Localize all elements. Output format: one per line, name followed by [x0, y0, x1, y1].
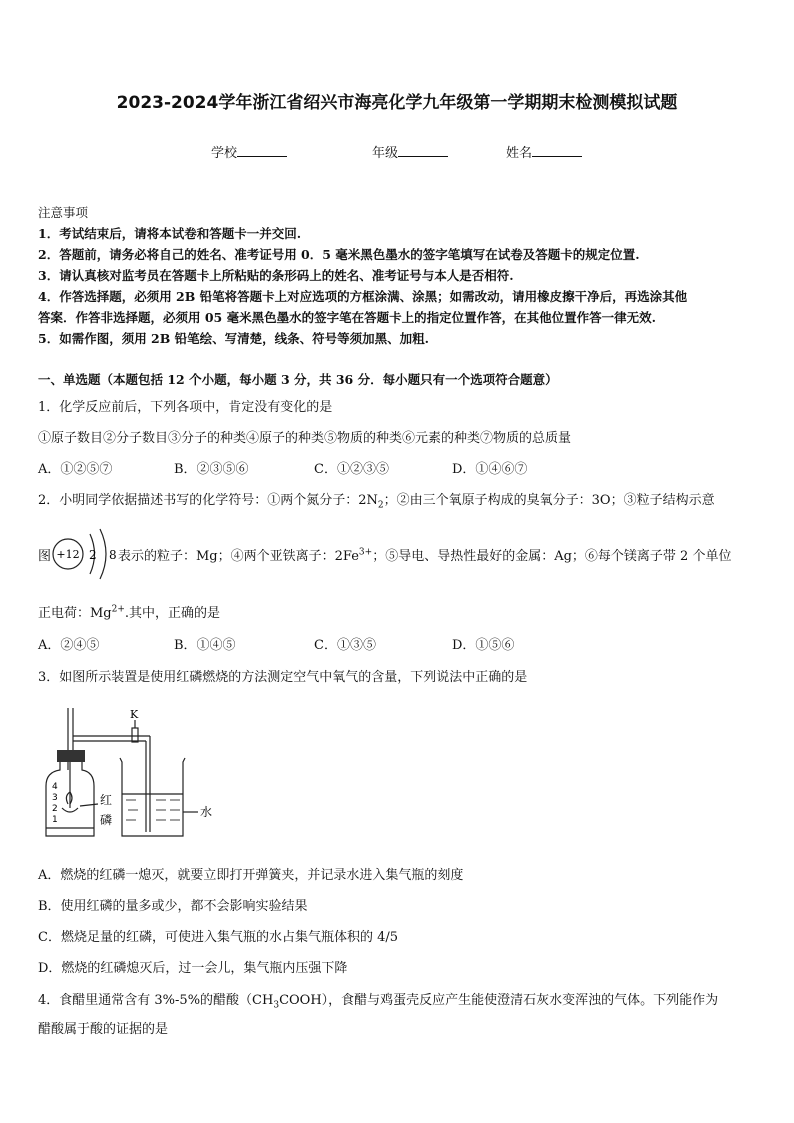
school-label: 学校 — [211, 146, 238, 161]
grade-field — [372, 142, 448, 161]
q2-line-2-prefix: 图 — [38, 549, 52, 564]
name-field — [506, 142, 582, 161]
nucleus-charge: +12 — [56, 548, 80, 561]
phosphorus-pointer — [80, 804, 98, 806]
phosphorus-label-2: 磷 — [100, 813, 113, 827]
q2-line-1-rest: ；②由三个氧原子构成的臭氧分子：3O；③粒子结构示意 — [383, 493, 715, 508]
q1-option-b: B．②③⑤⑥ — [174, 462, 249, 477]
notice-heading: 注意事项 — [38, 205, 89, 220]
q2-line-3-b: .其中，正确的是 — [124, 606, 221, 621]
notice-item-1: 1．考试结束后，请将本试卷和答题卡一并交回. — [38, 226, 302, 241]
water-label: 水 — [200, 805, 213, 819]
q2-option-b: B．①④⑤ — [174, 638, 236, 653]
q4-line-1-b: COOH），食醋与鸡蛋壳反应产生能使澄清石灰水变浑浊的气体。下列能作为 — [279, 993, 719, 1008]
q3-option-c: C．燃烧足量的红磷，可使进入集气瓶的水占集气瓶体积的 4/5 — [38, 930, 399, 945]
q2-line-3 — [38, 602, 220, 621]
grade-label: 年级 — [372, 146, 399, 161]
scale-2: 2 — [52, 804, 58, 814]
q3-option-b: B．使用红磷的量多或少，都不会影响实验结果 — [38, 899, 308, 914]
q4-line-1 — [38, 989, 718, 1011]
q1-option-d: D．①④⑥⑦ — [452, 462, 528, 477]
q3-option-d: D．燃烧的红磷熄灭后，过一会儿，集气瓶内压强下降 — [38, 961, 348, 976]
q4-line-1-a: 4．食醋里通常含有 3%-5%的醋酸（CH — [38, 993, 274, 1008]
q1-stem: 1．化学反应前后，下列各项中，肯定没有变化的是 — [38, 400, 333, 415]
q2-line-1-text: 2．小明同学依据描述书写的化学符号：①两个氮分子：2N — [38, 493, 378, 508]
notice-item-3: 3．请认真核对监考员在答题卡上所粘贴的条形码上的姓名、准考证号与本人是否相符. — [38, 268, 514, 283]
notice-item-4-cont: 答案．作答非选择题，必须用 05 毫米黑色墨水的签字笔在答题卡上的指定位置作答，在其他位置作答一律无效. — [38, 310, 656, 325]
spring-clamp — [132, 728, 138, 742]
school-field — [211, 142, 287, 161]
q2-line-2-b: ；⑤导电、导热性最好的金属：Ag；⑥每个镁离子带 2 个单位 — [372, 549, 732, 564]
phosphorus-label-1: 红 — [100, 793, 113, 807]
atom-structure-diagram — [50, 526, 120, 582]
notice-item-5: 5．如需作图，须用 2B 铅笔绘、写清楚，线条、符号等须加黑、加粗. — [38, 331, 430, 346]
school-blank — [237, 144, 287, 157]
q2-option-d: D．①⑤⑥ — [452, 638, 515, 653]
grade-blank — [398, 144, 448, 157]
clamp-label: K — [130, 708, 139, 721]
page-title: 2023-2024学年浙江省绍兴市海亮化学九年级第一学期期末检测模拟试题 — [116, 93, 678, 113]
section-heading: 一、单选题（本题包括 12 个小题，每小题 3 分，共 36 分．每小题只有一个选项符合题意） — [38, 372, 558, 387]
name-label: 姓名 — [506, 146, 533, 161]
q3-stem: 3．如图所示装置是使用红磷燃烧的方法测定空气中氧气的含量，下列说法中正确的是 — [38, 670, 528, 685]
red-phosphorus-apparatus-diagram — [38, 700, 228, 848]
electron-shell-2 — [100, 529, 106, 579]
beaker-water — [126, 800, 180, 820]
notice-item-4: 4．作答选择题，必须用 2B 铅笔将答题卡上对应选项的方框涂满、涂黑；如需改动，请用橡皮擦干净后，再选涂其他 — [38, 289, 688, 304]
q2-option-c: C．①③⑤ — [314, 638, 376, 653]
shell-2-count: 8 — [109, 548, 117, 562]
q2-line-3-sup: 2+ — [111, 604, 125, 615]
flame-icon — [66, 792, 72, 804]
q2-line-2-a: 表示的粒子：Mg；④两个亚铁离子：2Fe — [118, 549, 359, 564]
q2-line-2-sup: 3+ — [358, 547, 373, 558]
scale-4: 4 — [52, 782, 58, 792]
notice-item-2: 2．答题前，请务必将自己的姓名、准考证号用 0．5 毫米黑色墨水的签字笔填写在试卷及答题卡的规定位置. — [38, 247, 640, 262]
q2-option-a: A．②④⑤ — [38, 638, 100, 653]
scale-3: 3 — [52, 793, 58, 803]
q2-line-1-sub: 2 — [377, 500, 384, 511]
combustion-spoon — [62, 808, 78, 812]
shell-1-count: 2 — [89, 548, 97, 562]
stopper — [57, 750, 85, 762]
q1-option-a: A．①②⑤⑦ — [38, 462, 113, 477]
q2-line-1 — [38, 489, 715, 511]
q4-line-1-sub: 3 — [273, 1000, 280, 1011]
q1-items: ①原子数目②分子数目③分子的种类④原子的种类⑤物质的种类⑥元素的种类⑦物质的总质量 — [38, 431, 572, 446]
q2-line-3-a: 正电荷：Mg — [38, 606, 112, 621]
q4-line-2: 醋酸属于酸的证据的是 — [38, 1022, 169, 1037]
name-blank — [532, 144, 582, 157]
q2-line-2 — [118, 545, 731, 564]
beaker — [120, 758, 185, 836]
q1-option-c: C．①②③⑤ — [314, 462, 389, 477]
scale-1: 1 — [52, 815, 58, 825]
q3-option-a: A．燃烧的红磷一熄灭，就要立即打开弹簧夹，并记录水进入集气瓶的刻度 — [38, 868, 464, 883]
